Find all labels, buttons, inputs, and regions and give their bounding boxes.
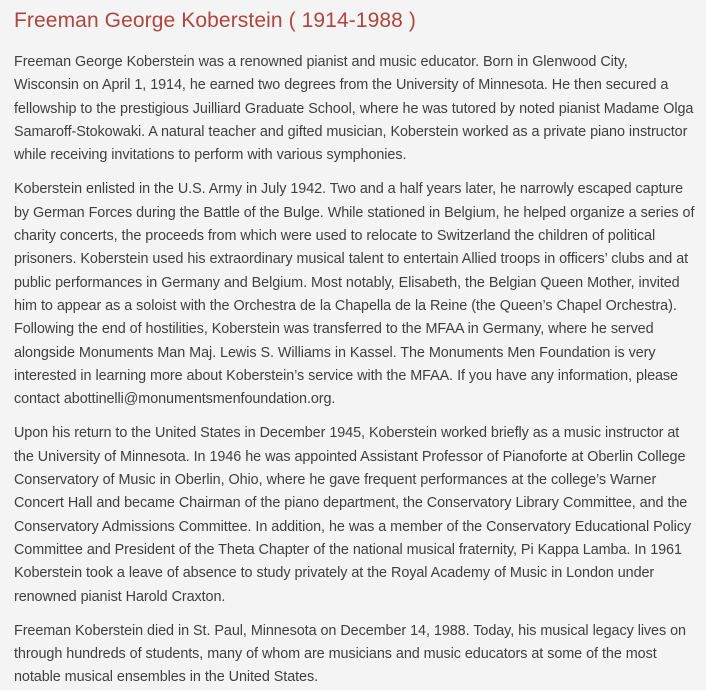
biography-paragraph-4: Freeman Koberstein died in St. Paul, Minnesota on December 14, 1988. Today, his musical legacy lives on through hundreds of students, many of whom are musicians and music educators at some of the most notable musical ensembles in the United States. bbox=[14, 622, 686, 686]
biography-paragraph-3: Upon his return to the United States in December 1945, Koberstein worked briefly as a music instructor at the University of Minnesota. In 1946 he was appointed Assistant Professor of Pianoforte at Oberlin College Conservatory of Music in Oberlin, Ohio, where he gave frequent performances at the college’s Warner Concert Hall and became Chairman of the piano department, the Conservatory Library Committee, and the Conservatory Admissions Committee. In addition, he was a member of the Conservatory Educational Policy Committee and President of the Theta Chapter of the national musical fraternity, Pi Kappa Lamba. In 1961 Koberstein took a leave of absence to study privately at the Royal Academy of Music in London under renowned pianist Harold Craxton. bbox=[14, 425, 692, 605]
biography-paragraph-2: Koberstein enlisted in the U.S. Army in July 1942. Two and a half years later, he narrowly escaped capture by German Forces during the Battle of the Bulge. While stationed in Belgium, he helped organize a series of charity concerts, the proceeds from which were used to relocate to Switzerland the children of political prisoners. Koberstein used his extraordinary musical talent to entertain Allied troops in officers’ clubs and at public performances in Germany and Belgium. Most notably, Elisabeth, the Belgian Queen Mother, invited him to appear as a soloist with the Orchestra de la Chapella de la Reine (the Queen’s Chapel Orchestra). Following the end of hostilities, Koberstein was transferred to the MFAA in Germany, where he served alongside Monuments Man Maj. Lewis S. Williams in Kassel. The Monuments Men Foundation is very interested in learning more about Koberstein’s service with the MFAA. If you have any information, please contact abottinelli@monumentsmenfoundation.org. bbox=[14, 181, 695, 408]
biography-paragraph-1: Freeman George Koberstein was a renowned pianist and music educator. Born in Glenwood City, Wisconsin on April 1, 1914, he earned two degrees from the University of Minnesota. He then secured a fellowship to the prestigious Juilliard Graduate School, where he was tutored by noted pianist Madame Olga Samaroff-Stokowaki. A natural teacher and gifted musician, Koberstein worked as a private piano instructor while receiving invitations to perform with various symphonies. bbox=[14, 54, 694, 164]
page-title: Freeman George Koberstein ( 1914-1988 ) bbox=[14, 9, 416, 32]
biography-body bbox=[14, 51, 695, 690]
